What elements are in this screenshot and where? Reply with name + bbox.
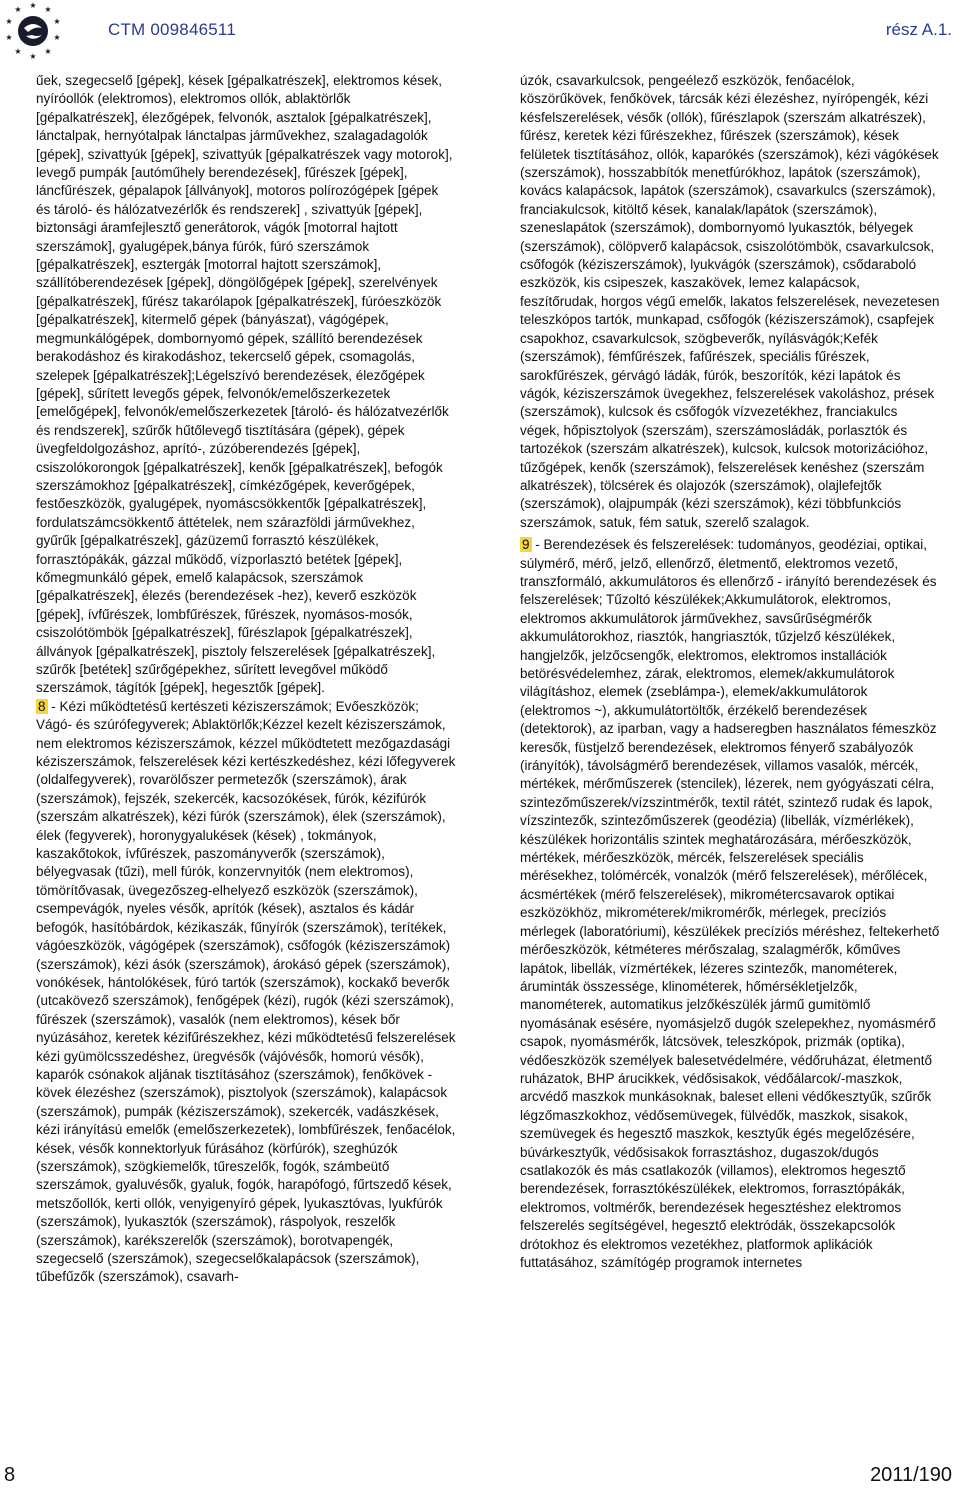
class-8-paragraph <box>36 698 456 1287</box>
svg-text:★: ★ <box>53 33 61 42</box>
svg-text:★: ★ <box>5 33 13 42</box>
svg-text:★: ★ <box>29 2 37 10</box>
class-number-badge: 9 <box>522 537 530 553</box>
svg-text:★: ★ <box>44 5 52 14</box>
ohim-logo-icon <box>4 2 62 60</box>
class-9-description: - Berendezések és felszerelések: tudományos, geodéziai, optikai, súlymérő, mérő, jelző, ellenőrző, életmentő, elektromos vezető, transzformáló, akkumulátoros és ellenőrző - irányító berendezések és felszerelések; Tűzoltó készülékek;Akkumulátorok, elektromos, elektromos akkumulátorok járművekhez, savsűrűségmérők akkumulátorokhoz, riasztók, hangriasztók, tűzjelző készülékek, hangjelzők, jelzőcsengők, elektromos, elektromos installációk betörésvédelemhez, zárak, elektromos, elemek/akkumulátorok világításhoz, elemek (zseblámpa-), elemek/akkumulátorok (elektromos ~), akkumulátortöltők, érzékelő berendezések (detektorok), az iparban, vagy a hadseregben használatos fémeszköz keresők, füstjelző berendezések, elektromos fényerő szabályozók (irányítók), távolságmérő berendezések, villamos vasalók, mércék, mértékek, mérőműszerek (stencilek), lézerek, nem gyógyászati célra, szintezőműszerek/vízszintmérők, textil rátét, szintező rudak és lapok, vízszintezők, szintezőműszerek (geodézia) (libellák, vízmérlékek), készülékek horizontális szintek meghatározására, mérőeszközök, mértékek, mérőeszközök, mércék, felszerelések speciális mérésekhez, tolómércék, vonalzók (mérő felszerelések), mérőlécek, ácsmértékek (mérő felszerelések), mikrométercsavarok optikai eszközökhöz, mikrométerek/mikromérők, mérlegek, precíziós mérlegek (laboratóriumi), készülékek precíziós méréshez, feltekerhető mérőeszközök, kétméteres mérőszalag, szalagmérők, kőműves lapátok, libellák, vízmértékek, lézeres szintezők, manométerek, áruminták összessége, klinométerek, hőmérsékletjelzők, manométerek, automatikus jelzőkészülék jármű gumitömlő nyomásának esésére, nyomásjelző dugók szelepekhez, nyomásmérő csapok, nyomásmérők, látcsövek, teleszkópok, prizmák (optika), védőeszközök személyek balesetvédelmére, védőruházat, életmentő ruházatok, BHP árucikkek, védősisakok, védőálarcok/-maszkok, arcvédő maszkok munkásoknak, baleset elleni védőkesztyűk, szűrők légzőmaszkokhoz, védősemüvegek, fülvédők, maszkok, sisakok, szemüvegek és hegesztő maszkok, kesztyűk égés megelőzésére, búvárkesztyűk, védősisakok forrasztáshoz, dugaszok/dugós csatlakozók és más csatlakozók (villamos), elektromos hegesztő berendezések, forrasztókészülékek, elektromos, forrasztópákák, elektromos, voltmérők, berendezések hegesztéshez elektromos felszerelés segítségével, hegesztő elektródák, összekapcsolók drótokhoz és elektromos vezetékhez, platformok aplikációk futtatásához, számítógép programok internetes <box>520 537 940 1270</box>
page-header <box>0 0 960 60</box>
class-8-description: - Kézi működtetésű kertészeti kéziszerszámok; Evőeszközök; Vágó- és szúrófegyverek; Ablaktörlők;Kézzel kezelt kéziszerszámok, nem elektromos kéziszerszámok, kézzel működtetett mezőgazdasági kéziszerszámok, felszerelések kézi kertészkedéshez, kézi lőfegyverek (oldalfegyverek), rovarölőszer permetezők (szerszámok), árak (szerszámok), fejszék, szekercék, kacsozókések, fúrók, kézifúrók (szerszám alkatrészek), kézi fúrók (szerszámok), élek (szerszámok), élek (fegyverek), horonygyalukések (kések) , tokmányok, kaszakőtokok, ívfűrészek, paszományverők (szerszámok), bélyegvasak (tűzi), mell fúrók, konzervnyitók (nem elektromos), tömörítővasak, üvegezőszeg-elhelyező eszközök (szerszámok), csempevágók, nyeles vésők, aprítók (kések), asztalos és kádár befogók, hasítóbárdok, kézikaszák, fűnyírók (szerszámok), terítékek, vágóeszközök, vágógépek (szerszámok), csőfogók (kéziszerszámok) (szerszámok), kézi ásók (szerszámok), árokásó gépek (szerszámok), vonókések, hántolókések, fúró tartók (szerszámok), kockakő beverők (utcakövező szerszámok), fenőgépek (kézi), rugók (kézi szerszámok), fűrészek (szerszámok), vasalók (nem elektromos), kések bőr nyúzásához, keretek kézifűrészekhez, kézi működtetésű felszerelések kézi gyümölcsszedéshez, üregvésők (vájóvésők, homorú vésők), kaparók csónakok aljának tisztításához (szerszámok), fenőkövek - kövek élezéshez (szerszámok), pisztolyok (szerszámok), kalapácsok (szerszámok), pumpák (kéziszerszámok), szekercék, vadászkések, kézi irányítású emelők (emelőszerkezetek), lombfűrészek, fenőacélok, kések, vésők konnektorlyuk fúrásához (körfúrók), szeghúzók (szerszámok), szögkiemelők, tűreszelők, fogók, számbeütő szerszámok, gyaluvésők, gyaluk, fogók, harapófogó, fűrtszedő kések, metszőollók, kerti ollók, venyigenyíró gépek, lyukasztóvas, lyukfúrók (szerszámok), lyukasztók (szerszámok), ráspolyok, reszelők (szerszámok), karékszerelők (szerszámok), borotvapengék, szegecselő (szerszámok), szegecselőkalapácsok (szerszámok), tűbefűzők (szerszámok), csavarh- <box>36 698 456 1285</box>
page-number: 8 <box>4 1464 16 1486</box>
svg-text:★: ★ <box>14 5 22 14</box>
svg-text:★: ★ <box>44 47 52 56</box>
document-id: CTM 009846511 <box>108 20 236 39</box>
svg-text:★: ★ <box>29 52 37 60</box>
part-label: rész A.1. <box>885 20 952 39</box>
left-column <box>36 72 456 1287</box>
svg-text:★: ★ <box>14 47 22 56</box>
svg-text:★: ★ <box>53 17 61 26</box>
svg-text:★: ★ <box>5 17 13 26</box>
class-number-badge: 8 <box>38 698 46 714</box>
right-column <box>520 72 940 1272</box>
goods-list-class8-continued: úzók, csavarkulcsok, pengeélező eszközök, fenőacélok, köszörűkövek, fenőkövek, tárcsák kézi élezéshez, nyírópengék, kézi késfelszerelések, vésők (ollók), fűrészlapok (szerszám alkatrészek), fűrész, keretek kézi fűrészekhez, fűrészek (szerszámok), kések felületek tisztításához, ollók, kaparókés (szerszámok), kézi vágókések (szerszámok), hosszabbítók menetfúrókhoz, lapátok (szerszámok), kovács kalapácsok, lapátok (szerszámok), csavarkulcs (szerszámok), franciakulcsok, kitöltő kések, kanalak/lapátok (szerszámok), szeneslapátok (szerszámok), dombornyomó lyukasztók, bélyegek (szerszámok), cölöpverő kalapácsok, csiszolótömbök, csavarkulcsok, csőfogók (kéziszerszámok), lyukvágók (szerszámok), csődaraboló eszközök, kis csipeszek, kaszakövek, lemez kalapácsok, feszítőrudak, horgos végű emelők, lakatos felszerelések, nevezetesen teleszkópos tartók, munkapad, csőfogók (kéziszerszámok), csapfejek csapokhoz, csavarkulcsok, szögbeverők, nyílásvágók;Kefék (szerszámok), fémfűrészek, fafűrészek, speciális fűrészek, sarokfűrészek, gérvágó ládák, fúrók, beszorítók, kézi lapátok és vágók, kéziszerszámok üvegekhez, felszerelések vakoláshoz, prések (szerszámok), kulcsok és csőfogók vízvezetékhez, franciakulcs végek, hőpisztolyok (szerszám), szerszámosládák, porlasztók és tartozékok (szerszám alkatrészek), kulcsok, kulcsok motorizációhoz, tűzőgépek, kenők (szerszámok), felszerelések kenéshez (szerszám alkatrészek), tölcsérek és olajozók (szerszámok), olajlefejtők (szerszámok), olajpumpák (kézi szerszámok), kézi többfunkciós szerszámok, satuk, fém satuk, szerelő szalagok. <box>520 73 940 530</box>
goods-list-class7-continued: űek, szegecselő [gépek], kések [gépalkatrészek], elektromos kések, nyíróollók (elektromos), elektromos ollók, ablaktörlők [gépalkatrészek], élezőgépek, felvonók, asztalok [gépalkatrészek], lánctalpak, hernyótalpak lánctalpas járművekhez, szalagadagolók [gépek], szivattyúk [gépek], szivattyúk [gépalkatrészek vagy motorok], levegő pumpák [autóműhely berendezések], fűrészek [gépek], láncfűrészek, gépalapok [állványok], motoros polírozógépek [gépek és tároló- és hálózatvezérlők és rendszerek] , szivattyúk [gépek], biztonsági áramfejlesztő generátorok, vágók [motorral hajtott szerszámok], gyalugépek,bánya fúrók, fúró szerszámok [gépalkatrészek], esztergák [motorral hajtott szerszámok], szállítóberendezések [gépek], döngölőgépek [gépek], szerelvények [gépalkatrészek], fűrész takarólapok [gépalkatrészek], fúróeszközök [gépalkatrészek], kitermelő gépek (bányászat), vágógépek, megmunkálógépek, dombornyomó gépek, szállító berendezések berakodáshoz és kirakodáshoz, tekercselő gépek, csomagolás, szelepek [gépalkatrészek];Légelszívó berendezések, élezőgépek [gépek], sűrített levegős gépek, felvonók/emelőszerkezetek [emelőgépek], felvonók/emelőszerkezetek [tároló- és hálózatvezérlők és rendszerek], szűrők hűtőlevegő tisztítására (gépek), gépek üvegfeldolgozáshoz, aprító-, zúzóberendezés [gépek], csiszolókorongok [gépalkatrészek], kenők [gépalkatrészek], befogók szerszámokhoz [gépalkatrészek], címkézőgépek, keverőgépek, festőeszközök, gyalugépek, nyomáscsökkentők [gépalkatrészek], fordulatszámcsökkentő áttételek, nem szárazföldi járművekhez, gyűrűk [gépalkatrészek], gázüzemű forrasztó készülékek, forrasztópákák, gázzal működő, vízporlasztó betétek [gépek], kőmegmunkáló gépek, emelő kalapácsok, szerszámok [gépalkatrészek], élezés (berendezések -hez), keverő eszközök [gépek], ívfűrészek, lombfűrészek, fűrészek, nyomásos-mosók, csiszolótömbök [gépalkatrészek], fűrészlapok [gépalkatrészek], állványok [gépalkatrészek], pisztoly felszerelések [gépalkatrészek], szűrők [betétek] szűrőgépekhez, sűrített levegővel működő szerszámok, tágítók [gépek], hegesztők [gépek]. <box>36 73 453 696</box>
class-9-paragraph <box>520 536 940 1272</box>
bulletin-number: 2011/190 <box>870 1464 952 1486</box>
